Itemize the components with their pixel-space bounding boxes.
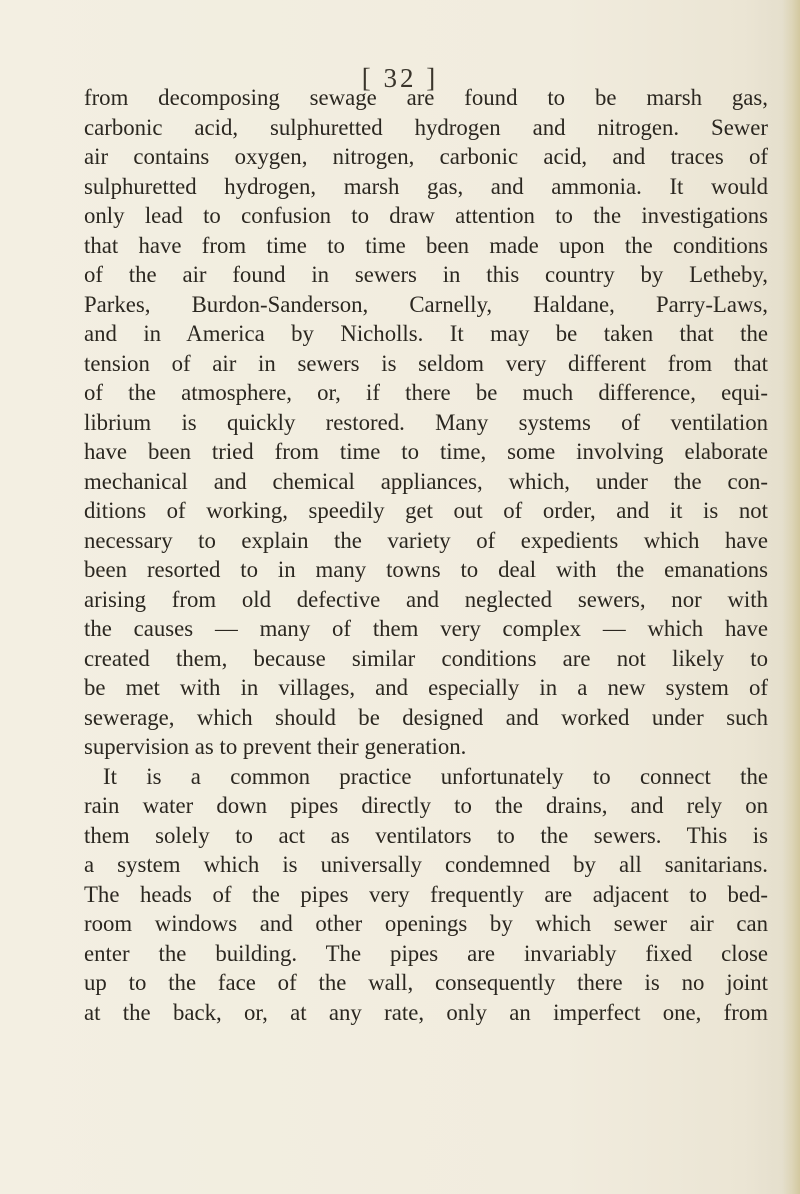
paragraph-end-line: supervision as to prevent their generation. — [84, 734, 467, 759]
text-line: be met with in villages, and especially in a new system of — [84, 675, 768, 700]
text-line: up to the face of the wall, consequently there is no joint — [84, 970, 768, 995]
page-number: [ 32 ] — [361, 63, 439, 93]
text-line: them solely to act as ventilators to the sewers. This is — [84, 822, 768, 848]
text-line: room windows and other openings by which sewer air can — [84, 911, 768, 936]
text-line: been resorted to in many towns to deal with the emanations — [84, 557, 768, 582]
text-line: ditions of working, speedily get out of order, and it is not — [84, 498, 768, 523]
text-line: necessary to explain the variety of expedients which have — [84, 527, 768, 553]
text-line: at the back, or, at any rate, only an imperfect one, from — [84, 999, 768, 1025]
text-line: sewerage, which should be designed and worked under such — [84, 704, 768, 730]
text-line: the causes — many of them very complex — which have — [84, 616, 768, 641]
paragraph-start-line: It is a common practice unfortunately to connect the — [103, 763, 768, 789]
text-line: sulphuretted hydrogen, marsh gas, and ammonia. It would — [84, 173, 768, 199]
text-line: mechanical and chemical appliances, which, under the con- — [84, 468, 768, 494]
text-line: The heads of the pipes very frequently are adjacent to bed- — [84, 881, 768, 907]
text-line: created them, because similar conditions are not likely to — [84, 645, 768, 671]
text-line: of the atmosphere, or, if there be much difference, equi- — [84, 380, 768, 405]
text-line: only lead to confusion to draw attention to the investigations — [84, 203, 768, 228]
text-line: Parkes, Burdon-Sanderson, Carnelly, Haldane, Parry-Laws, — [84, 291, 768, 317]
text-line: that have from time to time been made upon the conditions — [84, 232, 768, 258]
text-line: tension of air in sewers is seldom very different from that — [84, 350, 768, 376]
text-line: and in America by Nicholls. It may be taken that the — [84, 321, 768, 346]
text-line: a system which is universally condemned by all sanitarians. — [84, 852, 768, 877]
text-line: air contains oxygen, nitrogen, carbonic acid, and traces of — [84, 144, 768, 169]
text-line: librium is quickly restored. Many systems of ventilation — [84, 409, 768, 435]
text-line: arising from old defective and neglected sewers, nor with — [84, 586, 768, 612]
body-text — [84, 83, 768, 1027]
text-line: from decomposing sewage are found to be marsh gas, — [84, 85, 768, 110]
text-line: have been tried from time to time, some involving elaborate — [84, 439, 768, 464]
text-line: carbonic acid, sulphuretted hydrogen and nitrogen. Sewer — [84, 114, 768, 140]
text-line: rain water down pipes directly to the drains, and rely on — [84, 793, 768, 818]
page-edge-shadow — [782, 0, 800, 1194]
text-line: of the air found in sewers in this country by Letheby, — [84, 262, 768, 287]
text-line: enter the building. The pipes are invariably fixed close — [84, 940, 768, 966]
